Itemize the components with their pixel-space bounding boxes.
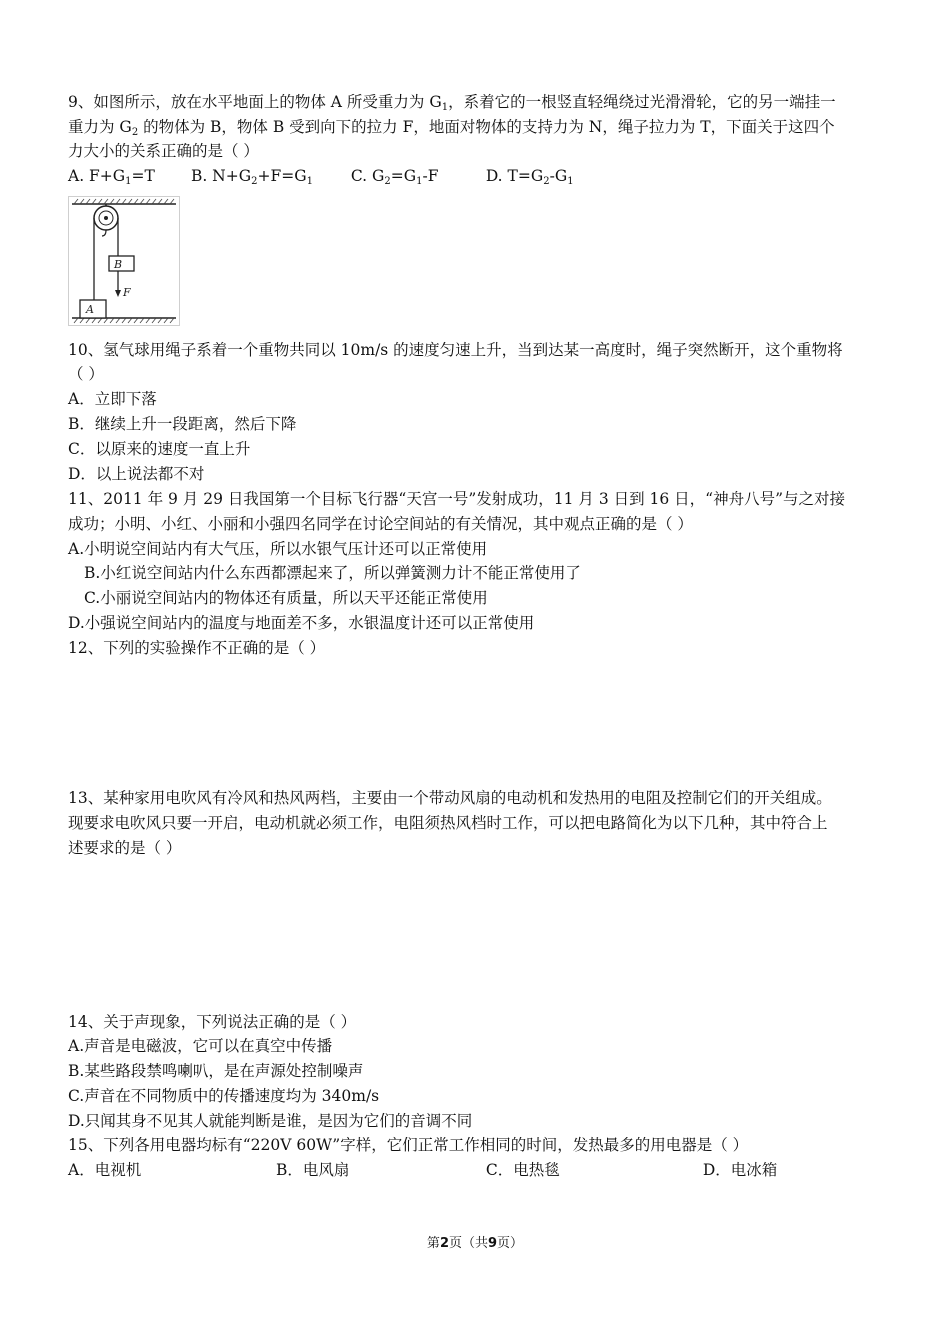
q11-line-2: 成功；小明、小红、小丽和小强四名同学在讨论空间站的有关情况，其中观点正确的是（ ）	[68, 515, 693, 533]
q14-option-c: C.声音在不同物质中的传播速度均为 340m/s	[68, 1087, 380, 1105]
q11-option-b: B.小红说空间站内什么东西都漂起来了，所以弹簧测力计不能正常使用了	[84, 564, 581, 582]
q15-option-d: D．电冰箱	[702, 1161, 778, 1179]
q11-option-d: D.小强说空间站内的温度与地面差不多，水银温度计还可以正常使用	[68, 614, 535, 632]
block-b-label: B	[114, 258, 123, 271]
q10-option-c: C．以原来的速度一直上升	[68, 440, 251, 458]
q13-line-1: 13、某种家用电吹风有冷风和热风两档，主要由一个带动风扇的电动机和发热用的电阻及控制它们的开关组成。	[68, 789, 832, 807]
q9-option-a: A. $F+G_1=T$	[68, 167, 155, 187]
q15-option-c: C．电热毯	[485, 1161, 560, 1179]
q14-line-1: 14、关于声现象，下列说法正确的是（ ）	[68, 1013, 357, 1031]
q14-option-b: B.某些路段禁鸣喇叭，是在声源处控制噪声	[68, 1062, 364, 1080]
q11-option-c: C.小丽说空间站内的物体还有质量，所以天平还能正常使用	[84, 589, 488, 607]
q10-option-b: B．继续上升一段距离，然后下降	[68, 415, 297, 433]
q11-option-a: A.小明说空间站内有大气压，所以水银气压计还可以正常使用	[68, 540, 488, 558]
q11-line-1: 11、2011 年 9 月 29 日我国第一个目标飞行器“天宫一号”发射成功，11 月 3 日到 16 日，“神舟八号”与之对接	[68, 490, 846, 508]
q12-line-1: 12、下列的实验操作不正确的是（ ）	[68, 639, 326, 657]
q9-options	[68, 166, 574, 192]
q15-line-1: 15、下列各用电器均标有“220V 60W”字样，它们正常工作相同的时间，发热最多的用电器是（ ）	[68, 1136, 749, 1154]
q10-line-2: （ ）	[68, 365, 104, 383]
q14-option-d: D.只闻其身不见其人就能判断是谁，是因为它们的音调不同	[68, 1112, 473, 1130]
q15-options	[68, 1160, 777, 1180]
q10-line-1: 10、氢气球用绳子系着一个重物共同以 10m/s 的速度匀速上升，当到达某一高度时，绳子突然断开，这个重物将	[68, 341, 843, 359]
block-a-label: A	[86, 303, 94, 316]
q9-option-d: D. $T=G_2-G_1$	[485, 167, 574, 187]
q14-option-a: A.声音是电磁波，它可以在真空中传播	[68, 1037, 333, 1055]
q13-line-3: 述要求的是（ ）	[68, 839, 182, 857]
page-footer: 第2页（共9页）	[426, 1236, 524, 1251]
q9-line-3: 力大小的关系正确的是（ ）	[68, 142, 259, 160]
force-f-label: F	[123, 286, 131, 299]
q10-option-d: D．以上说法都不对	[68, 465, 205, 483]
q9-option-b: B. $N+G_2+F=G_1$	[190, 167, 313, 187]
q9-line-2: 重力为 $G_2$ 的物体为 B，物体 B 受到向下的拉力 F，地面对物体的支持力为 N，绳子拉力为 T，下面关于这四个	[68, 118, 835, 138]
q9-option-c: C. $G_2=G_1-F$	[350, 167, 439, 187]
pulley-diagram	[68, 196, 180, 326]
q10-option-a: A．立即下落	[68, 390, 157, 408]
page-number: 2	[439, 1236, 449, 1251]
page-total: 9	[488, 1236, 498, 1251]
q15-option-b: B．电风扇	[275, 1161, 350, 1179]
pulley-diagram-svg	[68, 196, 180, 326]
q9-line-1: 9、如图所示，放在水平地面上的物体 A 所受重力为 $G_1$，系着它的一根竖直轻绳绕过光滑滑轮，它的另一端挂一	[68, 93, 836, 113]
q15-option-a: A．电视机	[68, 1161, 142, 1179]
q13-line-2: 现要求电吹风只要一开启，电动机就必须工作，电阻须热风档时工作，可以把电路简化为以下几种，其中符合上	[68, 814, 828, 832]
